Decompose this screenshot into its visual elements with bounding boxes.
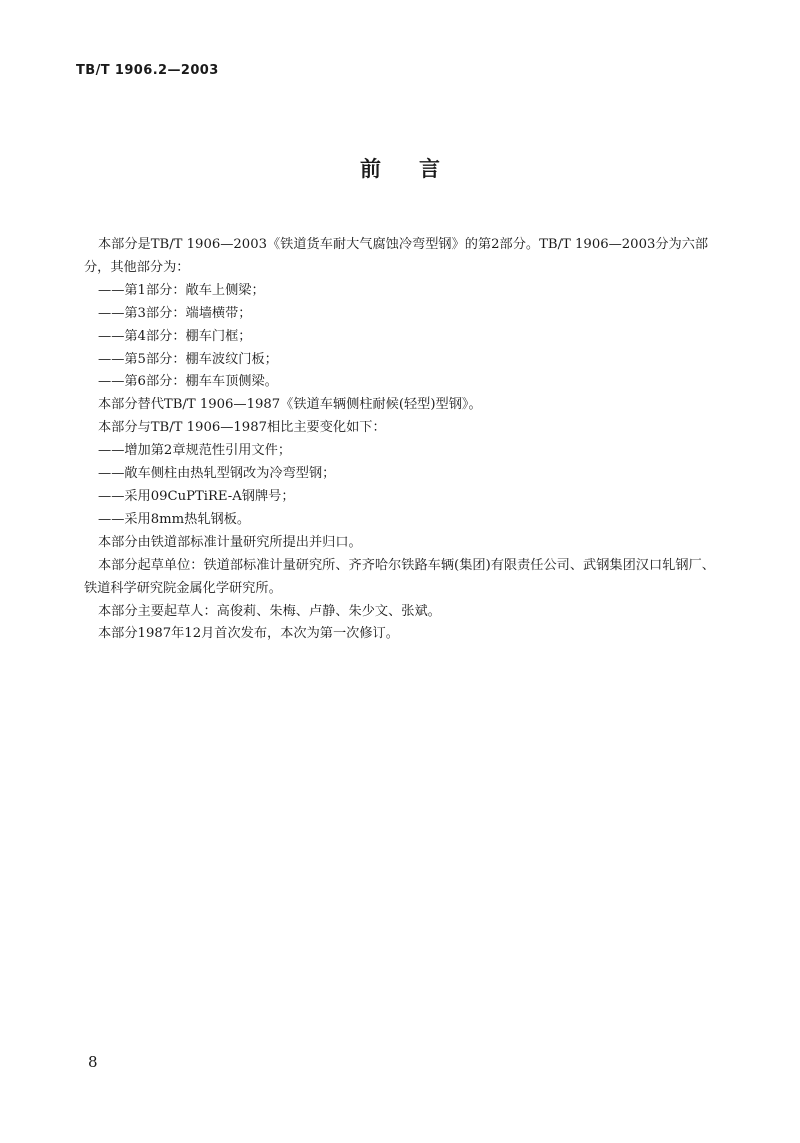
list-item: ——增加第2章规范性引用文件； — [98, 443, 292, 459]
paragraph-intro: 本部分是TB/T 1906—2003《铁道货车耐大气腐蚀冷弯型钢》的第2部分。TB/T 1906—2003分为六部分，其他部分为： — [84, 237, 709, 275]
list-item: ——第3部分：端墙横带； — [98, 305, 252, 321]
paragraph-changes: 本部分与TB/T 1906—1987相比主要变化如下： — [98, 420, 386, 436]
list-item: ——第1部分：敞车上侧梁； — [98, 282, 265, 298]
list-item: ——第6部分：棚车车顶侧梁。 — [98, 374, 278, 390]
page-title: 前言 — [360, 157, 478, 181]
list-item: ——第4部分：棚车门框； — [98, 328, 252, 344]
paragraph-proposer: 本部分由铁道部标准计量研究所提出并归口。 — [98, 534, 362, 550]
page-number: 8 — [88, 1053, 98, 1071]
paragraph-replaces: 本部分替代TB/T 1906—1987《铁道车辆侧柱耐候(轻型)型钢》。 — [98, 397, 482, 413]
foreword-body — [84, 234, 724, 646]
list-item: ——敞车侧柱由热轧型钢改为冷弯型钢； — [98, 466, 336, 482]
list-item: ——采用8mm热轧钢板。 — [98, 511, 251, 527]
standard-number: TB/T 1906.2—2003 — [76, 63, 219, 78]
paragraph-drafters: 本部分主要起草人：高俊莉、朱梅、卢静、朱少文、张斌。 — [98, 603, 441, 619]
list-item: ——第5部分：棚车波纹门板； — [98, 351, 278, 367]
paragraph-drafting-units: 本部分起草单位：铁道部标准计量研究所、齐齐哈尔铁路车辆(集团)有限责任公司、武钢集团汉口轧钢厂、铁道科学研究院金属化学研究所。 — [84, 557, 715, 596]
list-item: ——采用09CuPTiRE-A钢牌号； — [98, 488, 295, 504]
paragraph-history: 本部分1987年12月首次发布，本次为第一次修订。 — [98, 626, 399, 642]
